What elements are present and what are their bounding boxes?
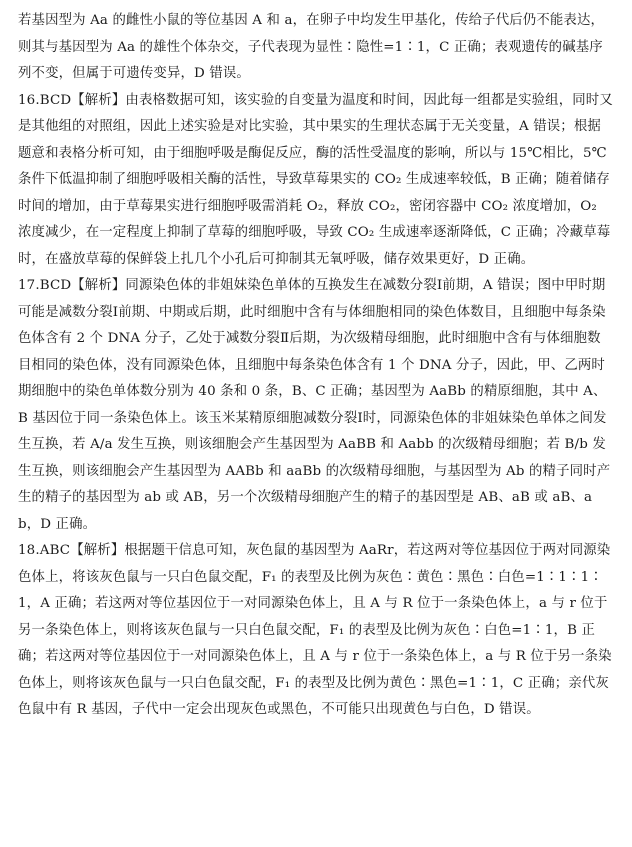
paragraph-q15-continuation: 若基因型为 Aa 的雌性小鼠的等位基因 A 和 a，在卵子中均发生甲基化，传给子代后仍不能表达，则其与基因型为 Aa 的雄性个体杂交，子代表现为显性∶隐性=1∶1，C 正确；表观遗传的碱基序列不变，但属于可遗传变异，D 错误。 bbox=[18, 13, 605, 81]
paragraph-q18-answer: 18.ABC【解析】根据题干信息可知，灰色鼠的基因型为 AaRr，若这两对等位基因位于两对同源染色体上，将该灰色鼠与一只白色鼠交配，F₁ 的表型及比例为灰色∶黄色∶黑色∶白色=1∶1∶1∶1，A 正确；若这两对等位基因位于一对同源染色体上，且 A 与 R 位于一条染色体上，a 与 r 位于另一条染色体上，则将该灰色鼠与一只白色鼠交配，F₁ 的表型及比例为灰色∶白色=1∶1，B 正确；若这两对等位基因位于一对同源染色体上，且 A 与 r 位于一条染色体上，a 与 R 位于另一条染色体上，则将该灰色鼠与一只白色鼠交配，F₁ 的表型及比例为黄色∶黑色=1∶1，C 正确；亲代灰色鼠中有 R 基因，子代中一定会出现灰色或黑色，不可能只出现黄色与白色，D 错误。 bbox=[18, 543, 612, 717]
paragraph-q16-answer: 16.BCD【解析】由表格数据可知，该实验的自变量为温度和时间，因此每一组都是实验组，同时又是其他组的对照组，因此上述实验是对比实验，其中果实的生理状态属于无关变量，A 错误；根据题意和表格分析可知，由于细胞呼吸是酶促反应，酶的活性受温度的影响，所以与 15℃相比，5℃条件下低温抑制了细胞呼吸相关酶的活性，导致草莓果实的 CO₂ 生成速率较低，B 正确；随着储存时间的增加，由于草莓果实进行细胞呼吸需消耗 O₂，释放 CO₂，密闭容器中 CO₂ 浓度增加，O₂ 浓度减少，在一定程度上抑制了草莓的细胞呼吸，导致 CO₂ 生成速率逐渐降低，C 正确；冷藏草莓时，在盛放草莓的保鲜袋上扎几个小孔后可抑制其无氧呼吸，储存效果更好，D 正确。 bbox=[18, 92, 613, 267]
paragraph-q17-answer: 17.BCD【解析】同源染色体的非姐妹染色单体的互换发生在减数分裂Ⅰ前期，A 错误；图中甲时期可能是减数分裂Ⅰ前期、中期或后期，此时细胞中含有与体细胞相同的染色体数目，且细胞中每条染色体含有 2 个 DNA 分子，乙处于减数分裂Ⅱ后期，为次级精母细胞，此时细胞中含有与体细胞数目相同的染色体，没有同源染色体，且细胞中每条染色体含有 1 个 DNA 分子，因此，甲、乙两时期细胞中的染色单体数分别为 40 条和 0 条，B、C 正确；基因型为 AaBb 的精原细胞，其中 A、B 基因位于同一条染色体上。该玉米某精原细胞减数分裂Ⅰ时，同源染色体的非姐妹染色单体之间发生互换，若 A/a 发生互换，则该细胞会产生基因型为 AaBB 和 Aabb 的次级精母细胞；若 B/b 发生互换，则该细胞会产生基因型为 AABb 和 aaBb 的次级精母细胞，与基因型为 Ab 的精子同时产生的精子的基因型为 ab 或 AB，另一个次级精母细胞产生的精子的基因型是 AB、aB 或 aB、ab，D 正确。 bbox=[18, 278, 611, 532]
